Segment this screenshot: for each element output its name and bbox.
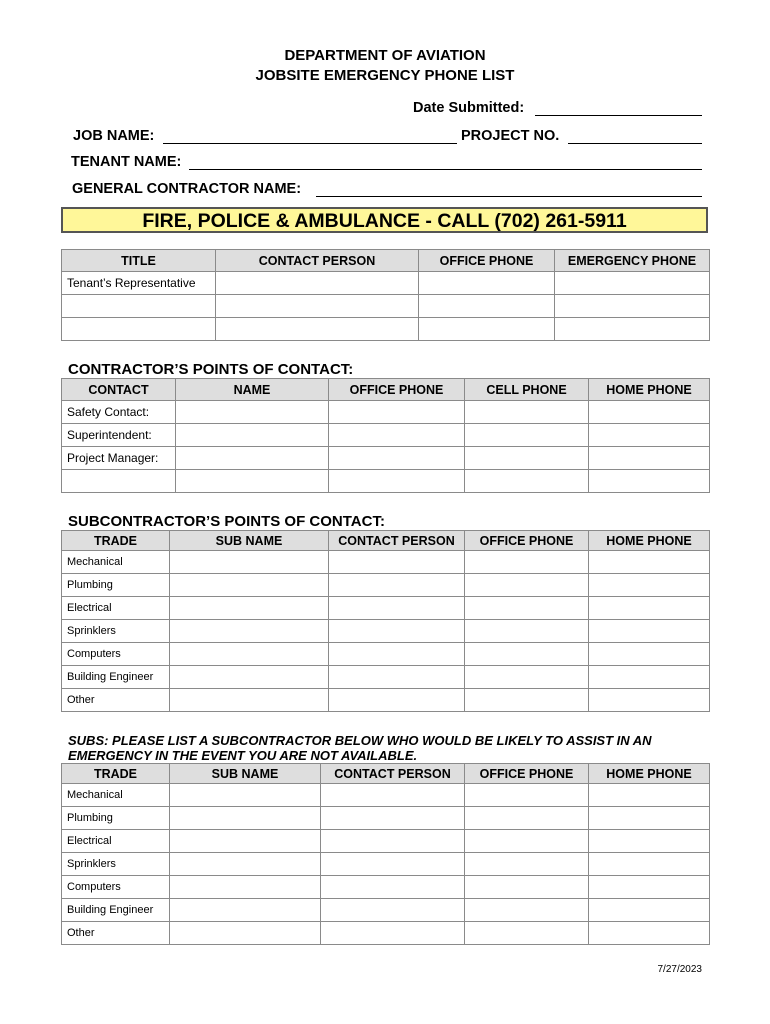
table-row (62, 643, 710, 666)
row-label: Tenant’s Representative (62, 272, 216, 295)
subcontractor-table (61, 530, 710, 712)
column-header: OFFICE PHONE (419, 250, 555, 272)
job-name-label: JOB NAME: (73, 128, 155, 144)
date-submitted-field[interactable] (535, 115, 702, 116)
input-cell[interactable] (329, 424, 465, 447)
table-row (62, 597, 710, 620)
general-contractor-field[interactable] (316, 196, 702, 197)
input-cell[interactable] (321, 830, 465, 853)
input-cell[interactable] (321, 853, 465, 876)
input-cell[interactable] (465, 620, 589, 643)
column-header: OFFICE PHONE (329, 379, 465, 401)
input-cell[interactable] (465, 470, 589, 493)
input-cell[interactable] (329, 597, 465, 620)
input-cell[interactable] (465, 643, 589, 666)
input-cell[interactable] (216, 295, 419, 318)
column-header: TRADE (62, 531, 170, 551)
input-cell[interactable] (589, 620, 710, 643)
table-row (62, 620, 710, 643)
input-cell[interactable] (465, 597, 589, 620)
input-cell[interactable] (329, 643, 465, 666)
input-cell[interactable] (321, 876, 465, 899)
table-row (62, 689, 710, 712)
input-cell[interactable] (465, 551, 589, 574)
input-cell[interactable] (589, 876, 710, 899)
input-cell[interactable] (465, 424, 589, 447)
table-row (62, 876, 710, 899)
input-cell[interactable] (62, 295, 216, 318)
tenant-name-label: TENANT NAME: (71, 154, 182, 170)
input-cell[interactable] (465, 666, 589, 689)
date-submitted-label: Date Submitted: (413, 100, 525, 116)
footer-date: 7/27/2023 (657, 964, 702, 975)
column-header: OFFICE PHONE (465, 764, 589, 784)
document-title: DEPARTMENT OF AVIATION (284, 47, 486, 64)
table-header-row (62, 531, 710, 551)
input-cell[interactable] (589, 853, 710, 876)
column-header: SUB NAME (170, 764, 321, 784)
input-cell[interactable] (465, 876, 589, 899)
input-cell[interactable] (170, 784, 321, 807)
row-label: Electrical (62, 597, 170, 620)
column-header: SUB NAME (170, 531, 329, 551)
input-cell[interactable] (465, 574, 589, 597)
input-cell[interactable] (465, 784, 589, 807)
column-header: TITLE (62, 250, 216, 272)
column-header: HOME PHONE (589, 379, 710, 401)
column-header: CONTACT PERSON (321, 764, 465, 784)
column-header: HOME PHONE (589, 764, 710, 784)
row-label: Computers (62, 643, 170, 666)
input-cell[interactable] (170, 574, 329, 597)
contractor-table (61, 378, 710, 493)
tenant-name-field[interactable] (189, 169, 702, 170)
input-cell[interactable] (465, 853, 589, 876)
input-cell[interactable] (589, 401, 710, 424)
input-cell[interactable] (419, 272, 555, 295)
input-cell[interactable] (62, 470, 176, 493)
input-cell[interactable] (465, 830, 589, 853)
input-cell[interactable] (465, 899, 589, 922)
input-cell[interactable] (589, 666, 710, 689)
column-header: OFFICE PHONE (465, 531, 589, 551)
input-cell[interactable] (170, 620, 329, 643)
table-header-row (62, 379, 710, 401)
table-row (62, 295, 710, 318)
input-cell[interactable] (216, 318, 419, 341)
backup-note-line1: SUBS: PLEASE LIST A SUBCONTRACTOR BELOW WHO WOULD BE LIKELY TO ASSIST IN AN (68, 733, 652, 748)
row-label: Mechanical (62, 784, 170, 807)
column-header: CONTACT PERSON (329, 531, 465, 551)
input-cell[interactable] (170, 853, 321, 876)
input-cell[interactable] (465, 447, 589, 470)
table-row (62, 470, 710, 493)
row-label: Building Engineer (62, 666, 170, 689)
input-cell[interactable] (589, 899, 710, 922)
input-cell[interactable] (170, 551, 329, 574)
input-cell[interactable] (589, 922, 710, 945)
backup-note-line2: EMERGENCY IN THE EVENT YOU ARE NOT AVAILABLE. (68, 748, 418, 763)
input-cell[interactable] (176, 447, 329, 470)
table-row (62, 272, 710, 295)
input-cell[interactable] (321, 922, 465, 945)
input-cell[interactable] (329, 447, 465, 470)
input-cell[interactable] (170, 597, 329, 620)
table-row (62, 922, 710, 945)
input-cell[interactable] (170, 666, 329, 689)
row-label: Computers (62, 876, 170, 899)
row-label: Other (62, 689, 170, 712)
input-cell[interactable] (176, 401, 329, 424)
project-no-field[interactable] (568, 143, 702, 144)
input-cell[interactable] (329, 401, 465, 424)
input-cell[interactable] (589, 830, 710, 853)
table-row (62, 551, 710, 574)
column-header: CELL PHONE (465, 379, 589, 401)
input-cell[interactable] (170, 807, 321, 830)
input-cell[interactable] (419, 318, 555, 341)
table-row (62, 899, 710, 922)
document-subtitle: JOBSITE EMERGENCY PHONE LIST (255, 67, 515, 84)
row-label: Plumbing (62, 807, 170, 830)
table-row (62, 447, 710, 470)
input-cell[interactable] (465, 922, 589, 945)
input-cell[interactable] (419, 295, 555, 318)
tenant-table (61, 249, 710, 341)
column-header: TRADE (62, 764, 170, 784)
table-row (62, 401, 710, 424)
general-contractor-label: GENERAL CONTRACTOR NAME: (72, 181, 302, 197)
row-label: Building Engineer (62, 899, 170, 922)
input-cell[interactable] (329, 551, 465, 574)
input-cell[interactable] (589, 551, 710, 574)
column-header: HOME PHONE (589, 531, 710, 551)
row-label: Mechanical (62, 551, 170, 574)
input-cell[interactable] (589, 784, 710, 807)
input-cell[interactable] (329, 470, 465, 493)
input-cell[interactable] (589, 447, 710, 470)
input-cell[interactable] (321, 899, 465, 922)
table-row (62, 853, 710, 876)
column-header: NAME (176, 379, 329, 401)
row-label: Safety Contact: (62, 401, 176, 424)
row-label: Superintendent: (62, 424, 176, 447)
input-cell[interactable] (589, 643, 710, 666)
input-cell[interactable] (329, 620, 465, 643)
input-cell[interactable] (176, 470, 329, 493)
job-name-field[interactable] (163, 143, 457, 144)
table-row (62, 807, 710, 830)
input-cell[interactable] (170, 922, 321, 945)
input-cell[interactable] (589, 574, 710, 597)
table-row (62, 784, 710, 807)
table-row (62, 830, 710, 853)
input-cell[interactable] (321, 807, 465, 830)
subcontractor-section-title: SUBCONTRACTOR’S POINTS OF CONTACT: (68, 513, 385, 530)
table-row (62, 424, 710, 447)
input-cell[interactable] (329, 666, 465, 689)
input-cell[interactable] (62, 318, 216, 341)
table-header-row (62, 764, 710, 784)
input-cell[interactable] (170, 830, 321, 853)
emergency-banner: FIRE, POLICE & AMBULANCE - CALL (702) 261-5911 (61, 207, 708, 233)
input-cell[interactable] (589, 807, 710, 830)
input-cell[interactable] (170, 643, 329, 666)
input-cell[interactable] (329, 689, 465, 712)
table-header-row (62, 250, 710, 272)
input-cell[interactable] (176, 424, 329, 447)
row-label: Sprinklers (62, 620, 170, 643)
column-header: CONTACT PERSON (216, 250, 419, 272)
input-cell[interactable] (555, 272, 710, 295)
table-row (62, 318, 710, 341)
row-label: Sprinklers (62, 853, 170, 876)
input-cell[interactable] (555, 318, 710, 341)
row-label: Project Manager: (62, 447, 176, 470)
input-cell[interactable] (465, 401, 589, 424)
input-cell[interactable] (589, 424, 710, 447)
input-cell[interactable] (216, 272, 419, 295)
row-label: Other (62, 922, 170, 945)
column-header: CONTACT (62, 379, 176, 401)
backup-subcontractor-table (61, 763, 710, 945)
input-cell[interactable] (170, 689, 329, 712)
table-row (62, 666, 710, 689)
input-cell[interactable] (329, 574, 465, 597)
project-no-label: PROJECT NO. (461, 128, 560, 144)
row-label: Plumbing (62, 574, 170, 597)
contractor-section-title: CONTRACTOR’S POINTS OF CONTACT: (68, 361, 354, 378)
input-cell[interactable] (555, 295, 710, 318)
row-label: Electrical (62, 830, 170, 853)
input-cell[interactable] (465, 807, 589, 830)
column-header: EMERGENCY PHONE (555, 250, 710, 272)
table-row (62, 574, 710, 597)
input-cell[interactable] (589, 470, 710, 493)
input-cell[interactable] (170, 899, 321, 922)
input-cell[interactable] (589, 689, 710, 712)
input-cell[interactable] (589, 597, 710, 620)
input-cell[interactable] (321, 784, 465, 807)
input-cell[interactable] (465, 689, 589, 712)
input-cell[interactable] (170, 876, 321, 899)
